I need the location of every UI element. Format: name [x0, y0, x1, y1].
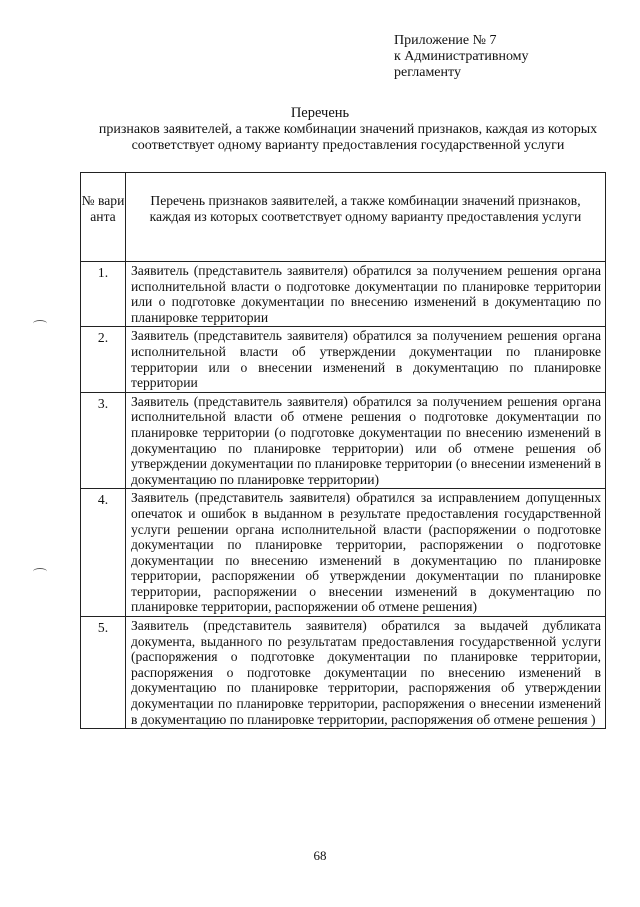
appendix-line-2: к Административному [394, 49, 529, 64]
variants-table [80, 172, 606, 729]
scan-mark [33, 320, 47, 327]
row-number: 3. [81, 392, 126, 489]
row-text: Заявитель (представитель заявителя) обратился за получением решения органа исполнительной власти об утверждении документации по планировке территории или о внесении изменений в документацию по планировке территории [126, 327, 606, 392]
row-text: Заявитель (представитель заявителя) обратился за получением решения органа исполнительной власти о подготовке документации по планировке территории или о подготовке документации по внесению изменений в документацию по планировке территории [126, 262, 606, 327]
header-number-cell: № вари анта [81, 173, 126, 262]
table-row [81, 262, 606, 327]
appendix-line-1: Приложение № 7 [394, 33, 497, 48]
row-number: 5. [81, 617, 126, 729]
row-number: 1. [81, 262, 126, 327]
document-title: Перечень [290, 105, 350, 121]
appendix-heading [394, 33, 529, 81]
row-number: 4. [81, 489, 126, 617]
row-text: Заявитель (представитель заявителя) обратился за получением решения органа исполнительной власти об отмене решения о подготовке документации по планировке территории (о подготовке документации по внесению изменений в документацию по планировке территории) или об отмене решения об утверждении документации по планировке территории (о внесении изменений в документацию по планировке территории) [126, 392, 606, 489]
page-number: 68 [313, 848, 327, 863]
table-header-row [81, 173, 606, 262]
table-row [81, 392, 606, 489]
scan-mark [33, 568, 47, 575]
row-number: 2. [81, 327, 126, 392]
appendix-line-3: регламенту [394, 65, 461, 80]
row-text: Заявитель (представитель заявителя) обратился за выдачей дубликата документа, выданного по результатам предоставления государственной услуги (распоряжения о подготовке документации по планировке территории, распоряжения о подготовке документации по внесению изменений в документацию по планировке территории, распоряжения об утверждении документации по планировке территории, распоряжения о внесении изменений в документацию по планировке территории, распоряжения об отмене решения ) [126, 617, 606, 729]
table-row [81, 327, 606, 392]
table-row [81, 617, 606, 729]
header-text-cell: Перечень признаков заявителей, а также комбинации значений признаков, каждая из которых соответствует одному варианту предоставления услуги [126, 173, 606, 262]
row-text: Заявитель (представитель заявителя) обратился за исправлением допущенных опечаток и ошибок в выданном в результате предоставления государственной услуги решении органа исполнительной власти (распоряжении о подготовке документации по планировке территории, распоряжении о подготовке документации по внесению изменений в документацию по планировке территории, распоряжении об утверждении документации по планировке территории, распоряжении о внесении изменений в документацию по планировке территории, распоряжении об отмене решения) [126, 489, 606, 617]
table-row [81, 489, 606, 617]
document-subtitle: признаков заявителей, а также комбинации значений признаков, каждая из которых соответствует одному варианту предоставления государственной услуги [98, 122, 598, 153]
